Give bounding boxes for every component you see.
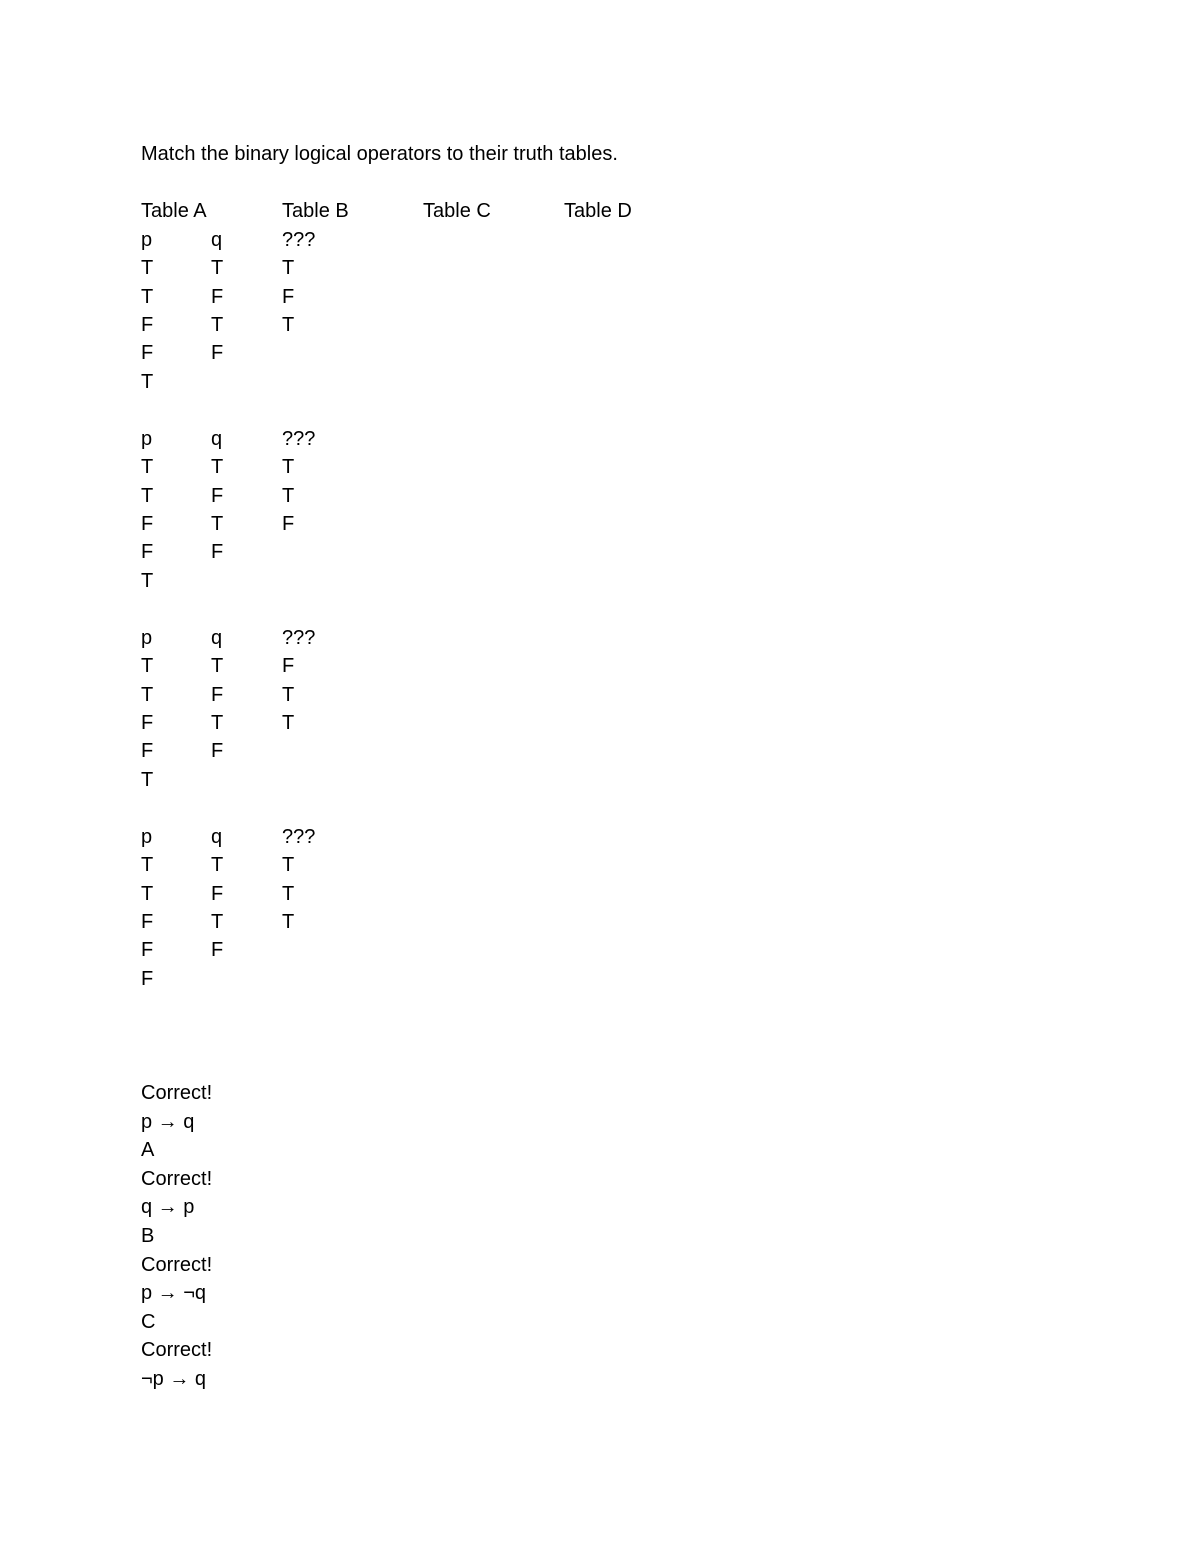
truth-table-cell: T bbox=[141, 655, 154, 677]
answer-feedback: Correct! bbox=[141, 1339, 213, 1361]
truth-table-cell: T bbox=[282, 911, 295, 933]
truth-table-cell: F bbox=[211, 286, 224, 308]
answer-operator: p → ¬q bbox=[141, 1282, 207, 1304]
answer-operator: ¬p → q bbox=[141, 1368, 207, 1390]
truth-table-cell: F bbox=[211, 342, 224, 364]
truth-table-cell: F bbox=[282, 286, 295, 308]
truth-table-cell: F bbox=[211, 684, 224, 706]
truth-table-cell: T bbox=[141, 456, 154, 478]
truth-table-cell: F bbox=[282, 655, 295, 677]
truth-table-cell: T bbox=[282, 257, 295, 279]
answer-operator: q → p bbox=[141, 1196, 195, 1218]
truth-table-header-cell: p bbox=[141, 428, 153, 450]
truth-table-cell: T bbox=[282, 883, 295, 905]
truth-table-header-cell: q bbox=[211, 428, 223, 450]
truth-table-cell: F bbox=[141, 513, 154, 535]
answer-feedback: Correct! bbox=[141, 1082, 213, 1104]
truth-table-cell: T bbox=[211, 655, 224, 677]
instruction-text: Match the binary logical operators to their truth tables. bbox=[141, 143, 618, 165]
truth-table-trailing-cell: T bbox=[141, 570, 154, 592]
truth-table-header-cell: ??? bbox=[282, 627, 316, 649]
truth-table-cell: T bbox=[141, 485, 154, 507]
answer-feedback: Correct! bbox=[141, 1168, 213, 1190]
truth-table-header-cell: ??? bbox=[282, 229, 316, 251]
truth-table-cell: T bbox=[211, 854, 224, 876]
answer-feedback: Correct! bbox=[141, 1254, 213, 1276]
truth-table-cell: F bbox=[211, 541, 224, 563]
truth-table-cell: T bbox=[282, 712, 295, 734]
truth-table-cell: T bbox=[282, 314, 295, 336]
answer-table-letter: B bbox=[141, 1225, 155, 1247]
truth-table-cell: T bbox=[141, 883, 154, 905]
truth-table-cell: T bbox=[282, 854, 295, 876]
truth-table-cell: T bbox=[141, 286, 154, 308]
truth-table-header-cell: p bbox=[141, 826, 153, 848]
truth-table-cell: F bbox=[141, 342, 154, 364]
truth-table-header-cell: ??? bbox=[282, 826, 316, 848]
table-c-header: Table C bbox=[423, 200, 491, 222]
truth-table-cell: F bbox=[141, 740, 154, 762]
answer-table-letter: C bbox=[141, 1311, 156, 1333]
truth-table-cell: F bbox=[282, 513, 295, 535]
table-a-header: Table A bbox=[141, 200, 207, 222]
truth-table-cell: T bbox=[211, 712, 224, 734]
table-d-header: Table D bbox=[564, 200, 632, 222]
truth-table-trailing-cell: T bbox=[141, 769, 154, 791]
truth-table-cell: T bbox=[282, 456, 295, 478]
truth-table-cell: T bbox=[211, 314, 224, 336]
truth-table-cell: F bbox=[211, 485, 224, 507]
truth-table-trailing-cell: T bbox=[141, 371, 154, 393]
truth-table-header-cell: q bbox=[211, 826, 223, 848]
truth-table-cell: F bbox=[141, 911, 154, 933]
table-b-header: Table B bbox=[282, 200, 349, 222]
truth-table-header-cell: p bbox=[141, 229, 153, 251]
truth-table-trailing-cell: F bbox=[141, 968, 154, 990]
truth-table-cell: T bbox=[211, 911, 224, 933]
answer-operator: p → q bbox=[141, 1111, 195, 1133]
truth-table-cell: F bbox=[141, 939, 154, 961]
truth-table-cell: T bbox=[211, 456, 224, 478]
truth-table-cell: F bbox=[141, 541, 154, 563]
truth-table-cell: T bbox=[282, 684, 295, 706]
truth-table-cell: T bbox=[211, 257, 224, 279]
truth-table-cell: F bbox=[211, 939, 224, 961]
answer-table-letter: A bbox=[141, 1139, 155, 1161]
truth-table-header-cell: p bbox=[141, 627, 153, 649]
truth-table-header-cell: q bbox=[211, 229, 223, 251]
truth-table-cell: T bbox=[282, 485, 295, 507]
truth-table-cell: F bbox=[211, 740, 224, 762]
truth-table-cell: T bbox=[141, 854, 154, 876]
truth-table-cell: T bbox=[141, 684, 154, 706]
truth-table-cell: T bbox=[211, 513, 224, 535]
truth-table-header-cell: ??? bbox=[282, 428, 316, 450]
truth-table-cell: F bbox=[211, 883, 224, 905]
truth-table-cell: F bbox=[141, 712, 154, 734]
truth-table-header-cell: q bbox=[211, 627, 223, 649]
truth-table-cell: T bbox=[141, 257, 154, 279]
truth-table-cell: F bbox=[141, 314, 154, 336]
